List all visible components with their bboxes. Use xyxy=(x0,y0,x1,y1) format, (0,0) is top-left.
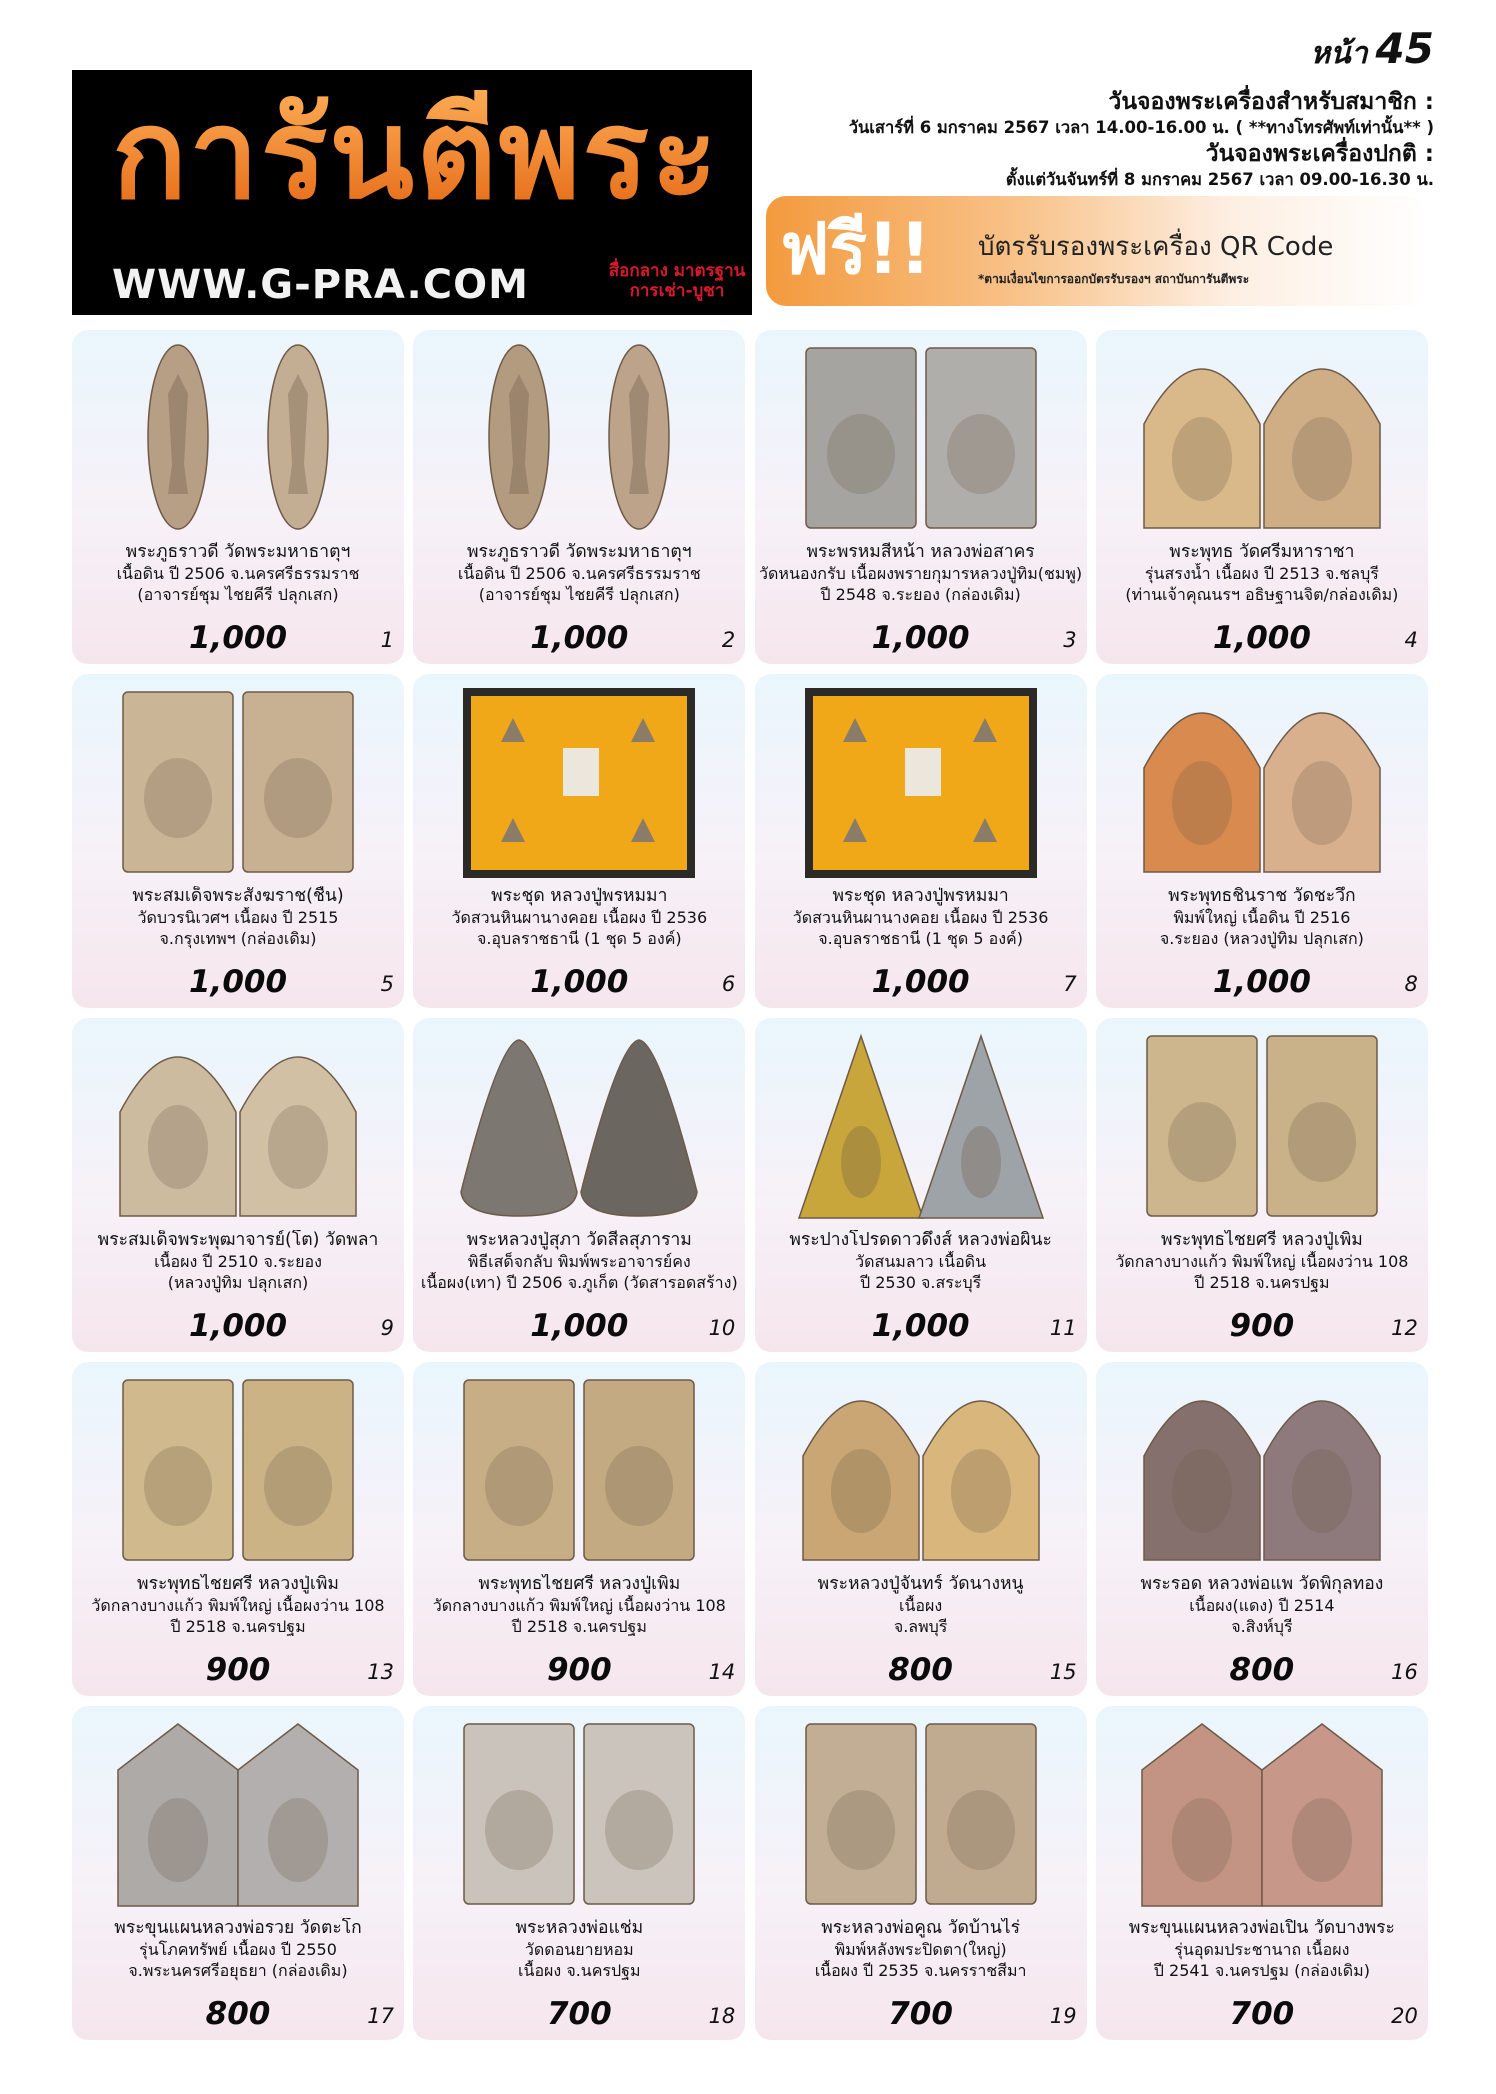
amulet-card xyxy=(1096,330,1428,664)
logo-tagline xyxy=(607,262,747,301)
amulet-desc-line: จ.อุบลราชธานี (1 ชุด 5 องค์) xyxy=(818,929,1023,948)
amulet-card xyxy=(413,1362,745,1696)
amulet-desc-line: พระภูธราวดี วัดพระมหาธาตุฯ xyxy=(466,542,692,562)
free-label: ฟรี!! xyxy=(780,208,932,290)
amulet-price: 1,000 xyxy=(530,620,629,656)
amulet-description xyxy=(1100,1574,1424,1637)
amulet-desc-line: พระพรหมสี่หน้า หลวงพ่อสาคร xyxy=(806,542,1035,562)
amulet-price: 1,000 xyxy=(1212,620,1311,656)
amulet-card xyxy=(72,1018,404,1352)
amulet-desc-line: พระพุทธ วัดศรีมหาราชา xyxy=(1169,542,1355,562)
amulet-description xyxy=(76,1918,400,1981)
amulet-desc-line: รุ่นโภคทรัพย์ เนื้อผง ปี 2550 xyxy=(139,1940,337,1959)
amulet-photo xyxy=(72,1710,404,1916)
amulet-price: 800 xyxy=(888,1652,953,1688)
amulet-photo xyxy=(755,334,1087,540)
amulet-card xyxy=(413,1018,745,1352)
amulet-photo xyxy=(1096,334,1428,540)
amulet-desc-line: พระชุด หลวงปู่พรหมมา xyxy=(491,886,668,906)
amulet-card xyxy=(755,1362,1087,1696)
amulet-photo xyxy=(72,678,404,884)
amulet-desc-line: เนื้อผง(แดง) ปี 2514 xyxy=(1189,1596,1335,1615)
amulet-desc-line: (อาจารย์ชุม ไชยคีรี ปลุกเสก) xyxy=(478,585,680,604)
amulet-desc-line: ปี 2518 จ.นครปฐม xyxy=(1194,1273,1330,1292)
logo-title: การันตีพระ xyxy=(112,78,720,233)
amulet-desc-line: จ.กรุงเทพฯ (กล่องเดิม) xyxy=(159,929,317,948)
amulet-number: 5 xyxy=(380,972,394,996)
amulet-desc-line: เนื้อผง จ.นครปฐม xyxy=(518,1961,641,1980)
amulet-desc-line: วัดสวนหินผานางคอย เนื้อผง ปี 2536 xyxy=(792,908,1049,927)
amulet-desc-line: พระหลวงปู่สุภา วัดสีลสุภาราม xyxy=(466,1230,692,1250)
amulet-desc-line: พระหลวงปู่จันทร์ วัดนางหนู xyxy=(817,1574,1024,1594)
amulet-number: 1 xyxy=(380,628,394,652)
amulet-price: 700 xyxy=(1229,1996,1295,2032)
amulet-description xyxy=(759,1574,1083,1637)
amulet-price: 700 xyxy=(546,1996,612,2032)
general-booking-detail: ตั้งแต่วันจันทร์ที่ 8 มกราคม 2567 เวลา 09.00-16.30 น. xyxy=(1005,170,1434,189)
amulet-number: 3 xyxy=(1063,628,1077,652)
amulet-desc-line: วัดสวนหินผานางคอย เนื้อผง ปี 2536 xyxy=(451,908,708,927)
amulet-card xyxy=(413,330,745,664)
amulet-photo xyxy=(1096,1022,1428,1228)
amulet-photo xyxy=(755,1022,1087,1228)
logo-tagline-1: สื่อกลาง มาตรฐาน xyxy=(608,261,746,281)
amulet-number: 12 xyxy=(1391,1316,1418,1340)
amulet-card xyxy=(413,1706,745,2040)
free-banner-title: บัตรรับรองพระเครื่อง QR Code xyxy=(978,232,1334,262)
amulet-desc-line: จ.สิงห์บุรี xyxy=(1231,1617,1293,1636)
amulet-description xyxy=(76,1230,400,1293)
amulet-photo xyxy=(413,334,745,540)
amulet-card xyxy=(72,674,404,1008)
amulet-description xyxy=(417,1230,741,1293)
amulet-photo xyxy=(413,678,745,884)
member-booking-heading: วันจองพระเครื่องสำหรับสมาชิก : xyxy=(1108,89,1434,115)
amulet-grid xyxy=(72,330,1428,2044)
amulet-card xyxy=(755,1018,1087,1352)
amulet-number: 9 xyxy=(380,1316,394,1340)
amulet-number: 10 xyxy=(708,1316,736,1340)
member-booking-detail: วันเสาร์ที่ 6 มกราคม 2567 เวลา 14.00-16.00 น. ( **ทางโทรศัพท์เท่านั้น** ) xyxy=(848,118,1434,137)
amulet-card xyxy=(1096,674,1428,1008)
amulet-desc-line: ปี 2541 จ.นครปฐม (กล่องเดิม) xyxy=(1153,1961,1370,1980)
amulet-description xyxy=(759,1918,1083,1981)
amulet-photo xyxy=(755,678,1087,884)
amulet-description xyxy=(759,1230,1083,1293)
amulet-desc-line: วัดสนมลาว เนื้อดิน xyxy=(855,1252,986,1271)
amulet-description xyxy=(417,542,741,605)
amulet-price: 700 xyxy=(888,1996,953,2032)
amulet-description xyxy=(417,886,741,949)
amulet-desc-line: พิมพ์ใหญ่ เนื้อดิน ปี 2516 xyxy=(1173,908,1351,927)
amulet-desc-line: (อาจารย์ชุม ไชยคีรี ปลุกเสก) xyxy=(137,585,339,604)
amulet-photo xyxy=(72,334,404,540)
amulet-desc-line: พระพุทธชินราช วัดชะวึก xyxy=(1168,886,1356,906)
amulet-card xyxy=(755,1706,1087,2040)
amulet-description xyxy=(1100,1230,1424,1293)
amulet-desc-line: พระรอด หลวงพ่อแพ วัดพิกุลทอง xyxy=(1140,1574,1384,1594)
amulet-card xyxy=(755,330,1087,664)
amulet-desc-line: เนื้อผง ปี 2535 จ.นครราชสีมา xyxy=(814,1961,1027,1980)
amulet-desc-line: รุ่นอุดมประชานาถ เนื้อผง xyxy=(1174,1940,1350,1959)
amulet-price: 900 xyxy=(1229,1308,1295,1344)
logo xyxy=(72,70,752,315)
free-banner-note: *ตามเงื่อนไขการออกบัตรรับรองฯ สถาบันการันตีพระ xyxy=(978,272,1250,286)
amulet-desc-line: พระพุทธไชยศรี หลวงปู่เพิ่ม xyxy=(137,1574,339,1594)
amulet-photo xyxy=(1096,1710,1428,1916)
amulet-number: 7 xyxy=(1063,972,1077,996)
amulet-desc-line: จ.อุบลราชธานี (1 ชุด 5 องค์) xyxy=(476,929,682,948)
amulet-desc-line: พระสมเด็จพระพุฒาจารย์(โต) วัดพลา xyxy=(97,1230,379,1250)
amulet-desc-line: พระสมเด็จพระสังฆราช(ชื่น) xyxy=(132,886,344,906)
amulet-desc-line: เนื้อดิน ปี 2506 จ.นครศรีธรรมราช xyxy=(116,564,360,583)
amulet-photo xyxy=(413,1710,745,1916)
amulet-desc-line: พระหลวงพ่อแช่ม xyxy=(515,1918,644,1938)
amulet-desc-line: ปี 2530 จ.สระบุรี xyxy=(859,1273,982,1292)
amulet-description xyxy=(1100,886,1424,949)
amulet-desc-line: เนื้อดิน ปี 2506 จ.นครศรีธรรมราช xyxy=(457,564,701,583)
amulet-desc-line: ปี 2548 จ.ระยอง (กล่องเดิม) xyxy=(820,585,1021,604)
amulet-price: 900 xyxy=(546,1652,612,1688)
amulet-desc-line: เนื้อผง ปี 2510 จ.ระยอง xyxy=(154,1252,322,1271)
amulet-price: 1,000 xyxy=(871,964,970,1000)
free-qr-banner xyxy=(766,196,1428,306)
amulet-photo xyxy=(1096,678,1428,884)
amulet-description xyxy=(759,542,1083,605)
amulet-card xyxy=(1096,1706,1428,2040)
amulet-number: 4 xyxy=(1404,628,1418,652)
amulet-number: 16 xyxy=(1391,1660,1418,1684)
amulet-description xyxy=(417,1918,741,1981)
amulet-desc-line: ปี 2518 จ.นครปฐม xyxy=(511,1617,647,1636)
amulet-photo xyxy=(755,1710,1087,1916)
amulet-photo xyxy=(413,1366,745,1572)
amulet-desc-line: วัดกลางบางแก้ว พิมพ์ใหญ่ เนื้อผงว่าน 108 xyxy=(91,1596,385,1615)
amulet-card xyxy=(1096,1362,1428,1696)
amulet-description xyxy=(1100,1918,1424,1981)
logo-tagline-2: การเช่า-บูชา xyxy=(629,280,725,301)
page-number xyxy=(1310,24,1434,77)
amulet-desc-line: เนื้อผง xyxy=(898,1596,943,1615)
amulet-description xyxy=(1100,542,1424,605)
amulet-card xyxy=(72,1362,404,1696)
booking-info xyxy=(774,88,1434,192)
amulet-desc-line: วัดดอนยายหอม xyxy=(524,1940,634,1959)
amulet-price: 800 xyxy=(205,1996,271,2032)
amulet-description xyxy=(417,1574,741,1637)
amulet-price: 900 xyxy=(205,1652,271,1688)
amulet-desc-line: พระชุด หลวงปู่พรหมมา xyxy=(832,886,1009,906)
amulet-number: 13 xyxy=(367,1660,394,1684)
amulet-description xyxy=(76,542,400,605)
amulet-price: 1,000 xyxy=(871,620,970,656)
amulet-number: 2 xyxy=(721,628,736,652)
amulet-card xyxy=(755,674,1087,1008)
amulet-number: 19 xyxy=(1049,2004,1077,2028)
amulet-desc-line: จ.ระยอง (หลวงปู่ทิม ปลุกเสก) xyxy=(1159,929,1364,948)
amulet-price: 800 xyxy=(1229,1652,1295,1688)
amulet-price: 1,000 xyxy=(188,1308,288,1344)
amulet-number: 20 xyxy=(1391,2004,1418,2028)
amulet-description xyxy=(76,1574,400,1637)
amulet-number: 11 xyxy=(1049,1316,1077,1340)
amulet-price: 1,000 xyxy=(188,620,288,656)
amulet-photo xyxy=(755,1366,1087,1572)
amulet-desc-line: พระขุนแผนหลวงพ่อเปิ่น วัดบางพระ xyxy=(1128,1918,1395,1938)
amulet-number: 6 xyxy=(721,972,736,996)
amulet-price: 1,000 xyxy=(188,964,288,1000)
amulet-desc-line: วัดกลางบางแก้ว พิมพ์ใหญ่ เนื้อผงว่าน 108 xyxy=(1115,1252,1409,1271)
amulet-desc-line: วัดหนองกรับ เนื้อผงพรายกุมารหลวงปู่ทิม(ชมพู) xyxy=(759,564,1083,583)
amulet-desc-line: พิธีเสด็จกลับ พิมพ์พระอาจารย์คง xyxy=(467,1252,691,1271)
amulet-desc-line: จ.พระนครศรีอยุธยา (กล่องเดิม) xyxy=(128,1961,348,1980)
amulet-desc-line: พระหลวงพ่อคูณ วัดบ้านไร่ xyxy=(821,1918,1020,1938)
amulet-photo xyxy=(413,1022,745,1228)
general-booking-heading: วันจองพระเครื่องปกติ : xyxy=(1205,141,1434,167)
amulet-desc-line: ปี 2518 จ.นครปฐม xyxy=(170,1617,306,1636)
amulet-desc-line: พระปางโปรดดาวดึงส์ หลวงพ่อผินะ xyxy=(789,1230,1052,1250)
amulet-photo xyxy=(72,1366,404,1572)
amulet-description xyxy=(76,886,400,949)
amulet-photo xyxy=(72,1022,404,1228)
amulet-number: 18 xyxy=(708,2004,736,2028)
amulet-desc-line: (ท่านเจ้าคุณนรฯ อธิษฐานจิต/กล่องเดิม) xyxy=(1125,585,1399,604)
page-number-value: 45 xyxy=(1375,24,1434,73)
amulet-desc-line: เนื้อผง(เทา) ปี 2506 จ.ภูเก็ต (วัดสารอดสร้าง) xyxy=(420,1273,738,1292)
amulet-price: 1,000 xyxy=(530,1308,629,1344)
amulet-description xyxy=(759,886,1083,949)
amulet-desc-line: พระภูธราวดี วัดพระมหาธาตุฯ xyxy=(125,542,351,562)
logo-url: WWW.G-PRA.COM xyxy=(112,262,529,308)
amulet-desc-line: (หลวงปู่ทิม ปลุกเสก) xyxy=(167,1273,309,1292)
amulet-card xyxy=(1096,1018,1428,1352)
amulet-card xyxy=(72,330,404,664)
amulet-desc-line: พิมพ์หลังพระปิดตา(ใหญ่) xyxy=(834,1940,1007,1959)
amulet-number: 17 xyxy=(367,2004,394,2028)
amulet-price: 1,000 xyxy=(871,1308,970,1344)
amulet-desc-line: วัดกลางบางแก้ว พิมพ์ใหญ่ เนื้อผงว่าน 108 xyxy=(432,1596,726,1615)
amulet-number: 14 xyxy=(708,1660,736,1684)
amulet-desc-line: วัดบวรนิเวศฯ เนื้อผง ปี 2515 xyxy=(137,908,339,927)
amulet-card xyxy=(413,674,745,1008)
amulet-desc-line: รุ่นสรงน้ำ เนื้อผง ปี 2513 จ.ชลบุรี xyxy=(1144,564,1379,583)
amulet-desc-line: พระขุนแผนหลวงพ่อรวย วัดตะโก xyxy=(114,1918,362,1938)
amulet-desc-line: พระพุทธไชยศรี หลวงปู่เพิ่ม xyxy=(1160,1230,1363,1250)
amulet-price: 1,000 xyxy=(530,964,629,1000)
amulet-number: 8 xyxy=(1404,972,1418,996)
amulet-price: 1,000 xyxy=(1212,964,1311,1000)
amulet-card xyxy=(72,1706,404,2040)
page-label: หน้า xyxy=(1310,36,1368,71)
amulet-photo xyxy=(1096,1366,1428,1572)
amulet-desc-line: พระพุทธไชยศรี หลวงปู่เพิ่ม xyxy=(478,1574,681,1594)
amulet-number: 15 xyxy=(1049,1660,1077,1684)
amulet-desc-line: จ.ลพบุรี xyxy=(893,1617,948,1636)
